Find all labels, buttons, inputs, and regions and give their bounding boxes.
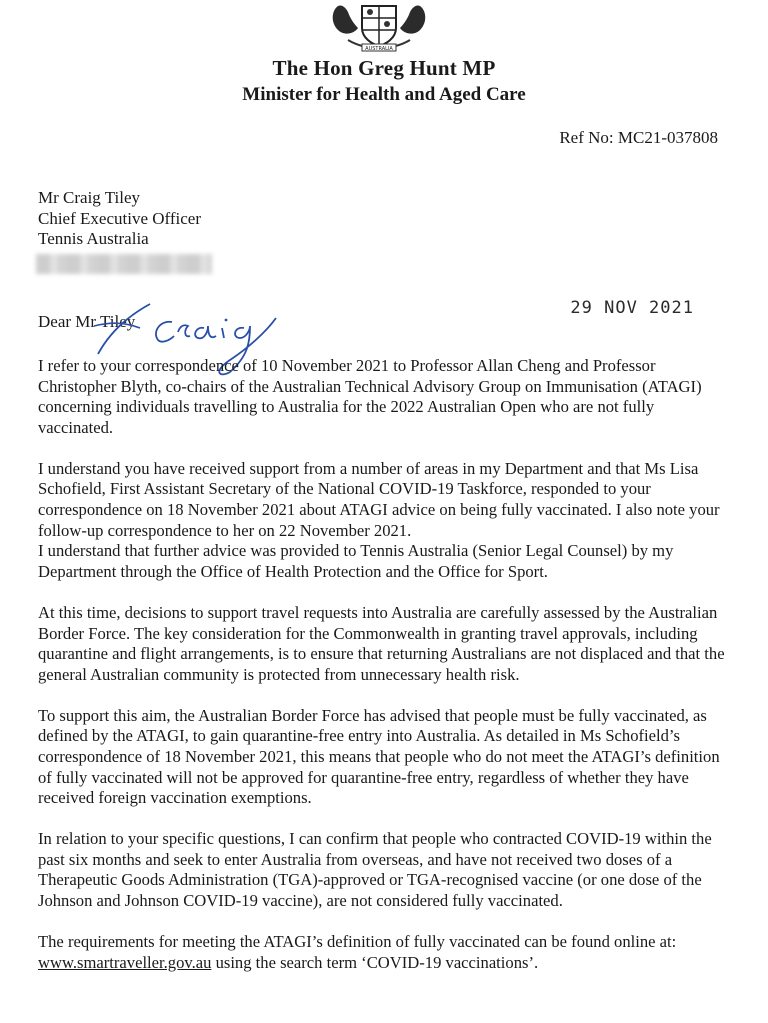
recipient-role: Chief Executive Officer (38, 208, 202, 228)
minister-title: Minister for Health and Aged Care (242, 84, 526, 105)
recipient-name: Mr Craig Tiley (38, 188, 141, 207)
paragraph-3: At this time, decisions to support travel requests into Australia are carefully assessed by the Australian Border Force. The key consideration for the Commonwealth in granting travel approvals, including quarantine and flight arrangements, is to ensure that returning Australians are not displaced and that the general Australian community is protected from unnecessary health risk. (38, 602, 725, 684)
smartraveller-link[interactable]: www.smartraveller.gov.au (38, 952, 212, 972)
paragraph-4: To support this aim, the Australian Border Force has advised that people must be fully vaccinated, as defined by the ATAGI, to gain quarantine-free entry into Australia. As detailed in Ms Schofield’s correspondence of 18 November 2021, this means that people who do not meet the ATAGI’s definition of fully vaccinated will not be approved for quarantine-free entry, regardless of whether they have received foreign vaccination exemptions. (38, 705, 720, 808)
salutation: Dear Mr Tiley (38, 312, 136, 331)
redacted-address-line (36, 254, 212, 274)
paragraph-1: I refer to your correspondence of 10 November 2021 to Professor Allan Cheng and Professor Christopher Blyth, co-chairs of the Australian Technical Advisory Group on Immunisation (ATAGI) concerning individuals travelling to Australia for the 2022 Australian Open who are not fully vaccinated. (38, 356, 702, 437)
crest-label: AUSTRALIA (365, 46, 393, 52)
letter-body (38, 356, 728, 994)
date-stamp: 29 NOV 2021 (570, 298, 694, 318)
paragraph-6 (38, 932, 728, 973)
recipient-organisation: Tennis Australia (38, 229, 149, 248)
paragraph-6-end: using the search term ‘COVID-19 vaccinations’. (211, 952, 539, 972)
reference-number: Ref No: MC21-037808 (559, 128, 718, 147)
coat-of-arms-icon (324, 0, 434, 52)
paragraph-5: In relation to your specific questions, I can confirm that people who contracted COVID-19 within the past six months and seek to enter Australia from overseas, and have not received two doses of a Therapeutic Goods Administration (TGA)-approved or TGA-recognised vaccine (or one dose of the Johnson and Johnson COVID-19 vaccine), are not considered fully vaccinated. (38, 829, 712, 911)
paragraph-2b: I understand that further advice was provided to Tennis Australia (Senior Legal Counsel) by my Department through the Office of Health Protection and the Office for Sport. (38, 541, 674, 581)
paragraph-2a: I understand you have received support from a number of areas in my Department and that Ms Lisa Schofield, First Assistant Secretary of the National COVID-19 Taskforce, responded to your correspondence on 18 November 2021 about ATAGI advice on being fully vaccinated. I also note your follow-up correspondence to her on 22 November 2021. (38, 458, 720, 540)
recipient-address (38, 188, 201, 250)
paragraph-6-start: The requirements for meeting the ATAGI’s definition of fully vaccinated can be found online at: (38, 932, 677, 952)
minister-name: The Hon Greg Hunt MP (272, 56, 496, 80)
